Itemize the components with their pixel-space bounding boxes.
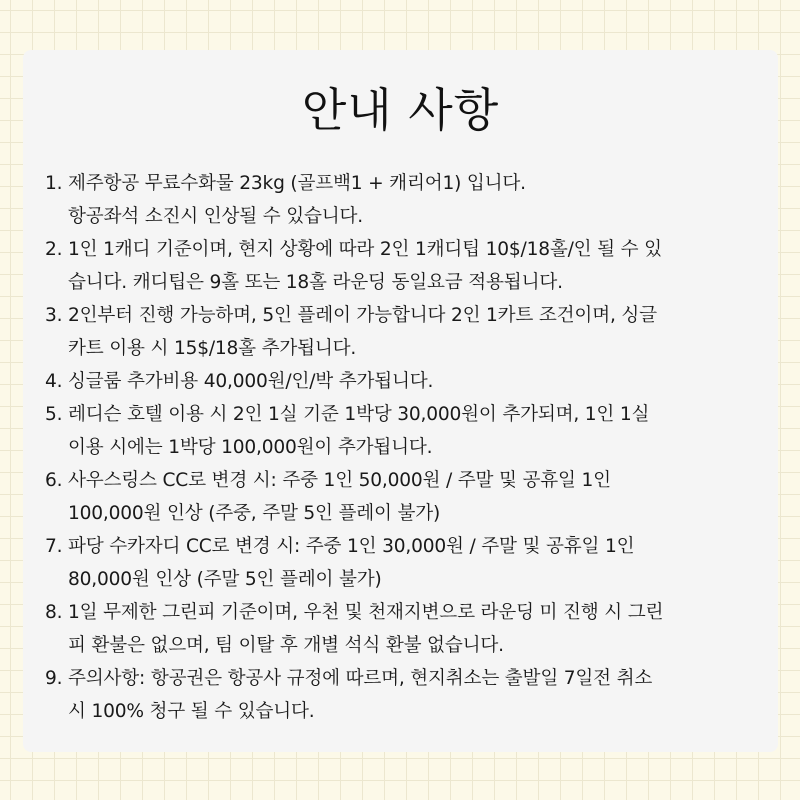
notice-item-text: 1인 1캐디 기준이며, 현지 상황에 따라 2인 1캐디팁 10$/18홀/인 될 수 있 습니다. 캐디팁은 9홀 또는 18홀 라운딩 동일요금 적용됩니다. — [68, 239, 662, 293]
notice-item-number: 5. — [45, 404, 63, 425]
notice-item-3 — [45, 299, 760, 365]
notice-item-number: 8. — [45, 602, 63, 623]
notice-item-number: 4. — [45, 371, 63, 392]
notice-item-5 — [45, 398, 760, 464]
notice-item-text: 사우스링스 CC로 변경 시: 주중 1인 50,000원 / 주말 및 공휴일 1인 100,000원 인상 (주중, 주말 5인 플레이 불가) — [68, 470, 611, 524]
notice-item-text: 제주항공 무료수화물 23kg (골프백1 + 캐리어1) 입니다. 항공좌석 소진시 인상될 수 있습니다. — [68, 173, 526, 227]
notice-item-7 — [45, 530, 760, 596]
notice-title: 안내 사항 — [301, 83, 500, 137]
notice-card — [23, 50, 778, 752]
notice-list — [45, 167, 760, 728]
notice-item-number: 1. — [45, 173, 63, 194]
notice-item-number: 3. — [45, 305, 63, 326]
notice-item-text: 레디슨 호텔 이용 시 2인 1실 기준 1박당 30,000원이 추가되며, 1인 1실 이용 시에는 1박당 100,000원이 추가됩니다. — [68, 404, 650, 458]
notice-item-6 — [45, 464, 760, 530]
notice-item-text: 2인부터 진행 가능하며, 5인 플레이 가능합니다 2인 1카트 조건이며, 싱글 카트 이용 시 15$/18홀 추가됩니다. — [68, 305, 657, 359]
notice-item-text: 주의사항: 항공권은 항공사 규정에 따르며, 현지취소는 출발일 7일전 취소 시 100% 청구 될 수 있습니다. — [68, 668, 653, 722]
notice-item-2 — [45, 233, 760, 299]
notice-item-4 — [45, 365, 760, 398]
notice-item-text: 1일 무제한 그린피 기준이며, 우천 및 천재지변으로 라운딩 미 진행 시 그린 피 환불은 없으며, 팀 이탈 후 개별 석식 환불 없습니다. — [68, 602, 664, 656]
notice-item-text: 파당 수카자디 CC로 변경 시: 주중 1인 30,000원 / 주말 및 공휴일 1인 80,000원 인상 (주말 5인 플레이 불가) — [68, 536, 635, 590]
notice-item-number: 7. — [45, 536, 63, 557]
notice-item-1 — [45, 167, 760, 233]
notice-item-9 — [45, 662, 760, 728]
notice-item-number: 2. — [45, 239, 63, 260]
notice-item-number: 9. — [45, 668, 63, 689]
notice-item-text: 싱글룸 추가비용 40,000원/인/박 추가됩니다. — [68, 371, 434, 392]
notice-item-number: 6. — [45, 470, 63, 491]
notice-item-8 — [45, 596, 760, 662]
